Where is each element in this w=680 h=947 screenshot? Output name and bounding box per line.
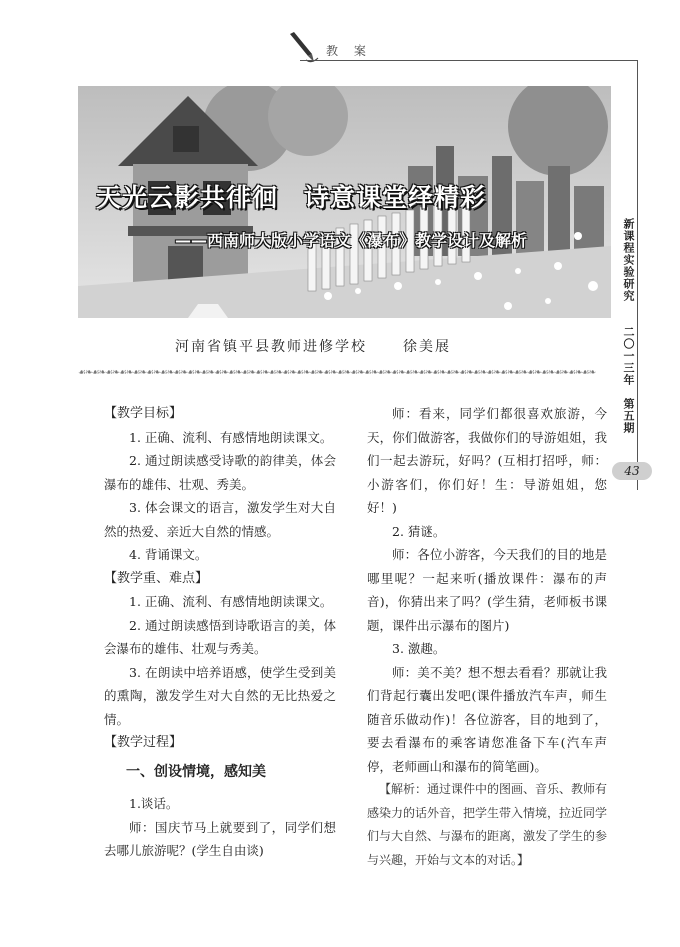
paragraph: 1. 正确、流利、有感情地朗读课文。 — [129, 429, 333, 445]
article-title: 天光云影共徘徊 诗意课堂绎精彩 — [96, 183, 487, 212]
paragraph: 4. 背诵课文。 — [129, 547, 208, 562]
paragraph: 2. 通过朗读感受诗歌的韵律美，体会瀑布的雄伟、壮观、秀美。 — [104, 453, 336, 492]
left-column — [104, 402, 336, 863]
paragraph: 师：美不美？想不想去看看？那就让我们背起行囊出发吧(课件播放汽车声，师生随音乐做动作)！各位游客，目的地到了，要去看瀑布的乘客请您准备下车(汽车声停，老师画山和瀑布的简笔画)。 — [367, 664, 607, 774]
subsection-heading: 一、创设情境，感知美 — [126, 763, 266, 780]
paragraph: 1.谈话。 — [129, 796, 179, 811]
section-heading: 【教学过程】 — [104, 735, 183, 750]
decorative-divider: ☙❧☙❧☙❧☙❧☙❧☙❧☙❧☙❧☙❧☙❧☙❧☙❧☙❧☙❧☙❧☙❧☙❧☙❧☙❧☙❧☙❧☙❧☙❧☙❧☙❧☙❧☙❧☙❧☙❧☙❧☙❧☙❧☙❧☙❧☙❧☙❧☙❧☙❧ — [78, 368, 596, 378]
author-organization: 河南省镇平县教师进修学校 — [175, 339, 367, 355]
header-rule-vertical — [637, 60, 638, 490]
section-heading: 【教学重、难点】 — [104, 570, 209, 586]
pen-icon — [286, 30, 320, 68]
paragraph: 3. 激趣。 — [392, 641, 446, 656]
section-label: 教 案 — [326, 44, 372, 58]
analysis-note: 【解析：通过课件中的图画、音乐、教师有感染力的话外音，把学生带入情境，拉近同学们与大自然、与瀑布的距离，激发了学生的参与兴趣，开始与文本的对话。】 — [367, 782, 608, 867]
paragraph: 2. 通过朗读感悟到诗歌语言的美，体会瀑布的雄伟、壮观与秀美。 — [104, 617, 336, 656]
paragraph: 师：各位小游客，今天我们的目的地是哪里呢？一起来听(播放课件：瀑布的声音)，你猜出来了吗？(学生猜，老师板书课题，课件出示瀑布的图片) — [367, 547, 607, 633]
article-subtitle: ——西南师大版小学语文《瀑布》教学设计及解析 — [175, 231, 528, 250]
paragraph: 师：看来，同学们都很喜欢旅游，今天，你们做游客，我做你们的导游姐姐，我们一起去游玩，好吗？(互相打招呼，师：小游客们，你们好！生：导游姐姐，您好！) — [367, 406, 607, 515]
issue-date: 二〇一三年 第五期 — [622, 326, 635, 434]
header-rule — [300, 60, 638, 61]
byline — [175, 336, 451, 356]
paragraph: 3. 在朗读中培养语感，使学生受到美的熏陶，激发学生对大自然的无比热爱之情。 — [104, 664, 336, 727]
paragraph: 2. 猜谜。 — [392, 523, 446, 539]
journal-name: 新课程实验研究 — [622, 218, 635, 302]
page-number: 43 — [612, 462, 652, 480]
author-name: 徐美展 — [403, 339, 451, 355]
section-heading: 【教学目标】 — [104, 406, 183, 421]
right-column — [367, 402, 607, 872]
paragraph: 3. 体会课文的语言，激发学生对大自然的热爱、亲近大自然的情感。 — [104, 500, 336, 539]
paragraph: 师：国庆节马上就要到了，同学们想去哪儿旅游呢？(学生自由谈) — [104, 819, 336, 858]
paragraph: 1. 正确、流利、有感情地朗读课文。 — [129, 594, 333, 609]
